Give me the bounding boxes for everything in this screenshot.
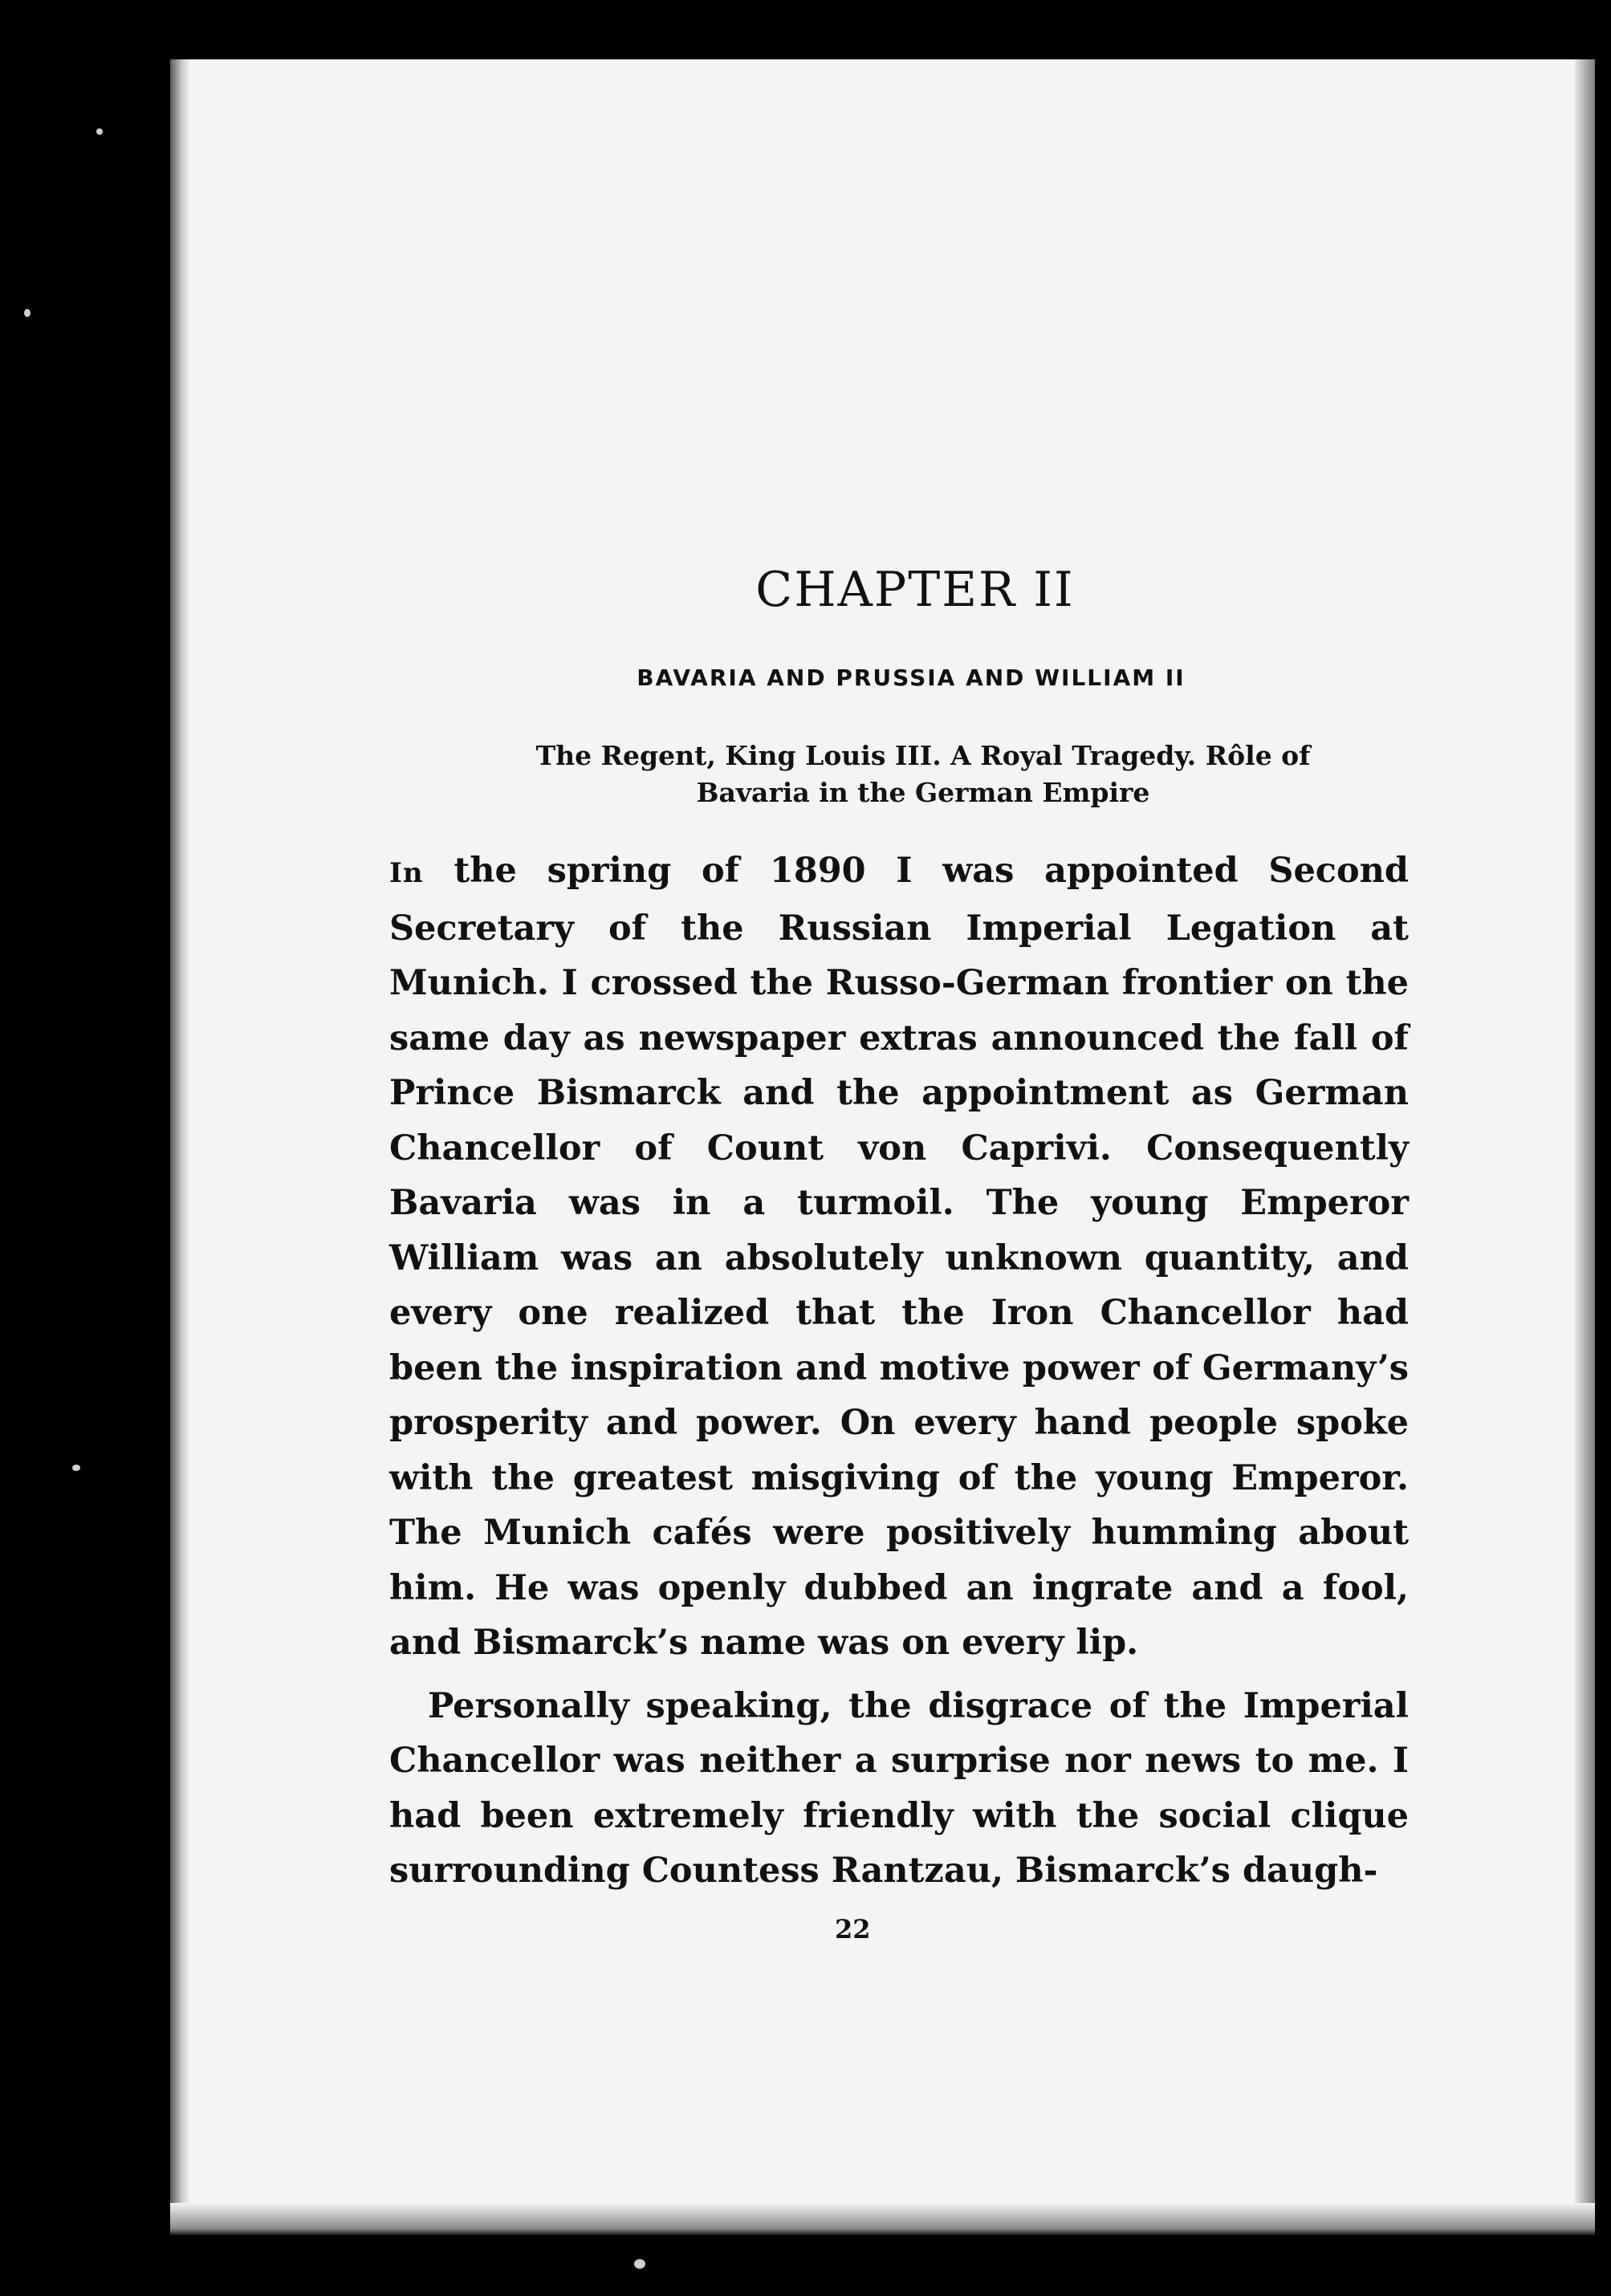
chapter-subtitle: BAVARIA AND PRUSSIA AND WILLIAM II	[637, 664, 1186, 691]
scan-speck	[96, 128, 103, 135]
page-number: 22	[835, 1914, 871, 1944]
page-bottom-edge	[170, 2203, 1595, 2235]
paragraph-lead-word: In	[389, 857, 424, 889]
chapter-title: CHAPTER II	[755, 562, 1075, 618]
scan-speck	[72, 1465, 80, 1471]
chapter-summary	[437, 738, 1409, 811]
scan-speck	[24, 309, 31, 317]
chapter-summary-line: Bavaria in the German Empire	[696, 777, 1150, 808]
page-right-edge	[1575, 59, 1595, 2234]
scan-speck	[634, 2259, 645, 2269]
body-paragraph	[389, 843, 1409, 1671]
paragraph-text: the spring of 1890 I was appointed Second Secretary of the Russian Imperial Legation at Munich. I crossed the Russo-German frontier on the same day as newspaper extras announced the fall of Prince Bismarck and the appointment as German Chancellor of Count von Caprivi. Consequently Bavaria was in a turmoil. The young Emperor William was an absolutely unknown quantity, and every one realized that the Iron Chancellor had been the inspiration and motive power of Germany’s prosperity and power. On every hand people spoke with the greatest misgiving of the young Emperor. The Munich cafés were positively humming about him. He was openly dubbed an ingrate and a fool, and Bismarck’s name was on every lip.	[389, 851, 1409, 1663]
chapter-summary-line: The Regent, King Louis III. A Royal Tragedy. Rôle of	[535, 740, 1311, 771]
body-paragraph: Personally speaking, the disgrace of the Imperial Chancellor was neither a surprise nor news to me. I had been extremely friendly with the social clique surrounding Countess Rantzau, Bismarck’s daugh-	[389, 1685, 1409, 1891]
page-spine-edge	[170, 59, 189, 2234]
page-content	[389, 562, 1409, 1899]
